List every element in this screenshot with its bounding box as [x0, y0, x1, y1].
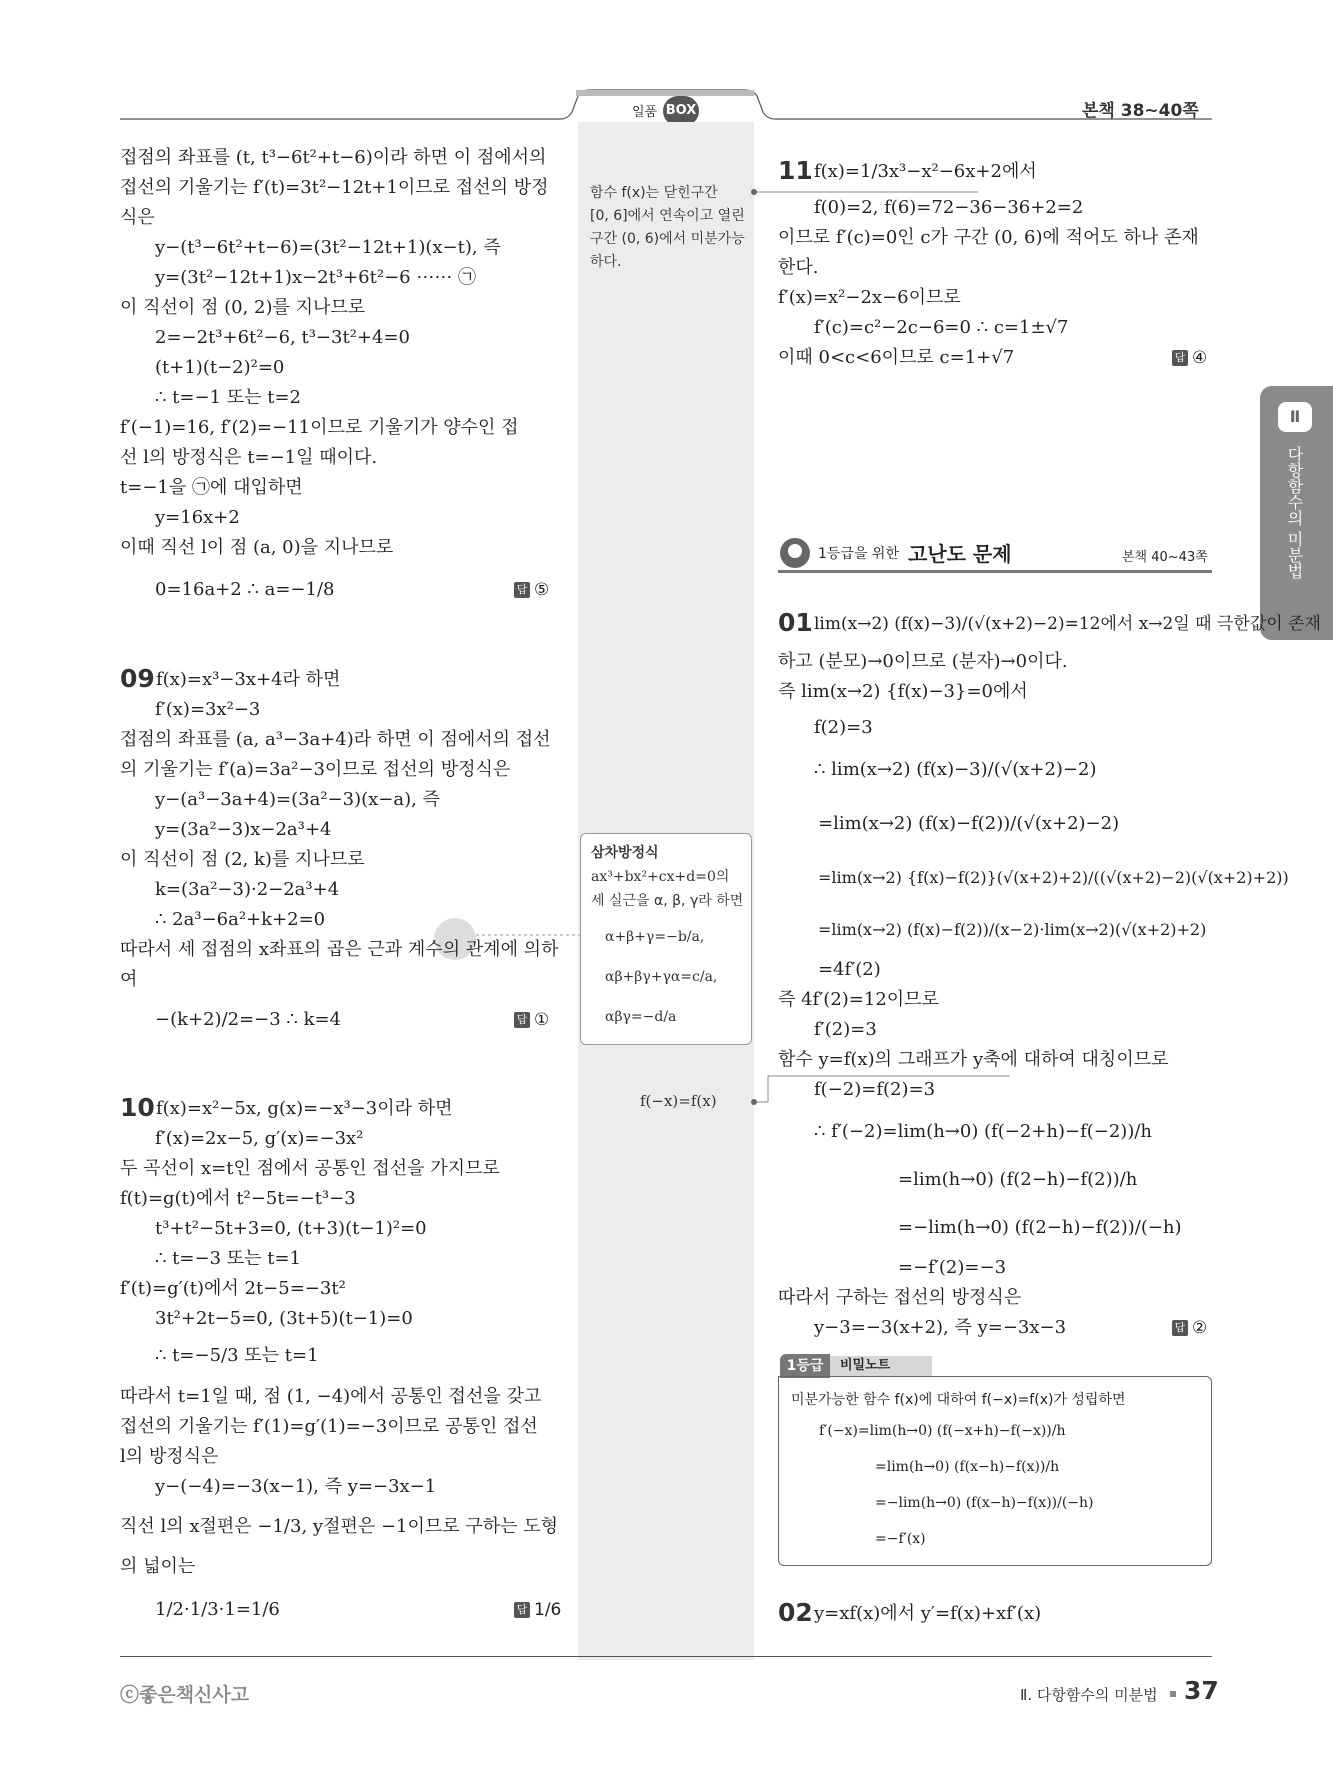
answer-icon: 답 — [514, 1602, 530, 1618]
note-line: αβγ=−d/a — [605, 1009, 677, 1025]
note-line: =lim(h→0) (f(x−h)−f(x))/h — [875, 1459, 1060, 1475]
section-prefix: 1등급을 위한 — [818, 546, 899, 562]
text-line: 직선 l의 x절편은 −1/3, y절편은 −1이므로 구하는 도형 — [120, 1516, 559, 1537]
text-line: =lim(x→2) (f(x)−f(2))/(√(x+2)−2) — [818, 813, 1120, 834]
problem-number: 11 — [778, 156, 813, 185]
text-line: f(t)=g(t)에서 t²−5t=−t³−3 — [120, 1188, 356, 1209]
text-line: 의 기울기는 f′(a)=3a²−3이므로 접선의 방정식은 — [120, 759, 511, 780]
text-line: 0=16a+2 ∴ a=−1/8 — [155, 579, 335, 600]
text-line: 여 — [120, 969, 138, 990]
note-line: [0, 6]에서 연속이고 열린 — [590, 208, 745, 224]
note-line: 미분가능한 함수 f(x)에 대하여 f(−x)=f(x)가 성립하면 — [791, 1392, 1126, 1408]
answer-icon: 답 — [514, 582, 530, 598]
note-line: αβ+βγ+γα=c/a, — [605, 969, 718, 985]
text-line: ∴ 2a³−6a²+k+2=0 — [155, 909, 326, 930]
text-line: f(2)=3 — [814, 717, 873, 738]
text-line: f′(x)=2x−5, g′(x)=−3x² — [155, 1128, 364, 1149]
text-line: f(x)=1/3x³−x²−6x+2에서 — [814, 161, 1037, 182]
text-line: (t+1)(t−2)²=0 — [155, 357, 285, 378]
secret-note-tag: 1등급 — [780, 1354, 830, 1378]
note-line: =−lim(h→0) (f(x−h)−f(x))/(−h) — [875, 1495, 1094, 1511]
text-line: =−f′(2)=−3 — [898, 1257, 1007, 1278]
problem-number: 02 — [778, 1598, 813, 1627]
answer-value: 1/6 — [534, 1600, 562, 1620]
answer-icon: 답 — [514, 1012, 530, 1028]
text-line: y−(a³−3a+4)=(3a²−3)(x−a), 즉 — [155, 789, 440, 810]
text-line: t³+t²−5t+3=0, (t+3)(t−1)²=0 — [155, 1218, 427, 1239]
text-line: y=xf(x)에서 y′=f(x)+xf′(x) — [814, 1603, 1042, 1624]
text-line: f′(t)=g′(t)에서 2t−5=−3t² — [120, 1278, 346, 1299]
text-line: f′(x)=3x²−3 — [155, 699, 261, 720]
text-line: 2=−2t³+6t²−6, t³−3t²+4=0 — [155, 327, 410, 348]
section-title: 고난도 문제 — [908, 542, 1012, 566]
note-line: 하다. — [590, 254, 622, 270]
footer-separator — [1170, 1691, 1176, 1697]
lightbulb-icon — [780, 538, 810, 568]
text-line: y−3=−3(x+2), 즉 y=−3x−3 — [814, 1317, 1067, 1338]
note-even-function: f(−x)=f(x) — [640, 1092, 717, 1110]
text-line: f(x)=x²−5x, g(x)=−x³−3이라 하면 — [156, 1098, 453, 1119]
text-line: f(−2)=f(2)=3 — [814, 1079, 936, 1100]
text-line: ∴ lim(x→2) (f(x)−3)/(√(x+2)−2) — [814, 759, 1097, 780]
text-line: ∴ t=−3 또는 t=1 — [155, 1248, 302, 1269]
text-line: =−lim(h→0) (f(2−h)−f(2))/(−h) — [898, 1217, 1182, 1238]
note-line: f′(−x)=lim(h→0) (f(−x+h)−f(−x))/h — [819, 1423, 1066, 1439]
text-line: 이 직선이 점 (0, 2)를 지나므로 — [120, 297, 366, 318]
text-line: ∴ f′(−2)=lim(h→0) (f(−2+h)−f(−2))/h — [814, 1121, 1153, 1142]
text-line: ∴ t=−1 또는 t=2 — [155, 387, 302, 408]
text-line: =lim(h→0) (f(2−h)−f(2))/h — [898, 1169, 1138, 1190]
text-line: 따라서 구하는 접선의 방정식은 — [778, 1287, 1022, 1308]
text-line: 3t²+2t−5=0, (3t+5)(t−1)=0 — [155, 1308, 413, 1329]
text-line: 이때 0<c<6이므로 c=1+√7 — [778, 347, 1015, 368]
publisher-logo: ⓒ좋은책신사고 — [120, 1684, 250, 1706]
answer-icon: 답 — [1172, 1320, 1188, 1336]
text-line: 의 넓이는 — [120, 1556, 196, 1577]
text-line: f′(−1)=16, f′(2)=−11이므로 기울기가 양수인 접 — [120, 417, 519, 438]
text-line: f′(c)=c²−2c−6=0 ∴ c=1±√7 — [814, 317, 1069, 338]
text-line: 하고 (분모)→0이므로 (분자)→0이다. — [778, 651, 1068, 672]
text-line: f′(2)=3 — [814, 1019, 877, 1040]
note-line: 함수 f(x)는 닫힌구간 — [590, 185, 718, 201]
text-line: ∴ t=−5/3 또는 t=1 — [155, 1345, 319, 1366]
secret-note-label: 비밀노트 — [830, 1356, 932, 1376]
answer-11 — [1172, 348, 1207, 368]
box-prefix: 일품 — [632, 105, 658, 120]
answer-icon: 답 — [1172, 350, 1188, 366]
note-line: ax³+bx²+cx+d=0의 — [591, 869, 730, 885]
text-line: 선 l의 방정식은 t=−1일 때이다. — [120, 447, 378, 468]
text-line: f′(x)=x²−2x−6이므로 — [778, 287, 961, 308]
note-line: 구간 (0, 6)에서 미분가능 — [590, 231, 745, 247]
text-line: 이 직선이 점 (2, k)를 지나므로 — [120, 849, 365, 870]
text-line: y−(t³−6t²+t−6)=(3t²−12t+1)(x−t), 즉 — [155, 237, 501, 258]
text-line: f(x)=x³−3x+4라 하면 — [156, 669, 341, 690]
text-line: 이때 직선 l이 점 (a, 0)을 지나므로 — [120, 537, 394, 558]
page-number: 37 — [1184, 1676, 1219, 1705]
text-line: =lim(x→2) (f(x)−f(2))/(x−2)·lim(x→2)(√(x+2)+2) — [818, 920, 1207, 939]
note-cubic-equation — [580, 833, 752, 1045]
answer-value: ① — [534, 1010, 550, 1030]
text-line: 두 곡선이 x=t인 점에서 공통인 접선을 가지므로 — [120, 1158, 500, 1179]
text-line: −(k+2)/2=−3 ∴ k=4 — [155, 1009, 342, 1030]
text-line: f(0)=2, f(6)=72−36−36+2=2 — [814, 197, 1084, 218]
problem-number: 09 — [120, 664, 155, 693]
text-line: 식은 — [120, 207, 155, 228]
footer-chapter: Ⅱ. 다항함수의 미분법 — [1020, 1686, 1158, 1704]
text-line: 즉 lim(x→2) {f(x)−3}=0에서 — [778, 681, 1028, 702]
section-rule — [778, 570, 1212, 573]
text-line: =lim(x→2) {f(x)−f(2)}(√(x+2)+2)/((√(x+2)−2)(√(x+2)+2)) — [818, 868, 1289, 887]
text-line: 접점의 좌표를 (a, a³−3a+4)라 하면 이 점에서의 접선 — [120, 729, 551, 750]
answer-value: ② — [1192, 1318, 1208, 1338]
text-line: 함수 y=f(x)의 그래프가 y축에 대하여 대칭이므로 — [778, 1049, 1169, 1070]
text-line: 1/2·1/3·1=1/6 — [155, 1599, 280, 1620]
text-line: y=16x+2 — [155, 507, 240, 528]
note-title: 삼차방정식 — [591, 845, 659, 861]
text-line: y=(3t²−12t+1)x−2t³+6t²−6 ⋯⋯ ㉠ — [155, 267, 477, 288]
text-line: 접선의 기울기는 f′(t)=3t²−12t+1이므로 접선의 방정 — [120, 177, 549, 198]
text-line: 한다. — [778, 257, 819, 278]
text-line: =4f′(2) — [818, 959, 881, 980]
section-reference: 본책 40~43쪽 — [1122, 550, 1208, 565]
answer-01 — [1172, 1318, 1207, 1338]
text-line: 즉 4f′(2)=12이므로 — [778, 989, 939, 1010]
chapter-tab-roman: Ⅱ — [1278, 402, 1312, 432]
text-line: 접선의 기울기는 f′(1)=g′(1)=−3이므로 공통인 접선 — [120, 1416, 538, 1437]
text-line: 접점의 좌표를 (t, t³−6t²+t−6)이라 하면 이 점에서의 — [120, 147, 547, 168]
page-reference: 본책 38~40쪽 — [1082, 101, 1199, 121]
answer-value: ④ — [1192, 348, 1208, 368]
text-line: y=(3a²−3)x−2a³+4 — [155, 819, 332, 840]
note-line: 세 실근을 α, β, γ라 하면 — [591, 893, 744, 909]
text-line: 따라서 세 접점의 x좌표의 곱은 근과 계수의 관계에 의하 — [120, 939, 559, 960]
answer-value: ⑤ — [534, 580, 550, 600]
text-line: 이므로 f′(c)=0인 c가 구간 (0, 6)에 적어도 하나 존재 — [778, 227, 1199, 248]
text-line: k=(3a²−3)·2−2a³+4 — [155, 879, 340, 900]
footer-rule — [120, 1656, 1212, 1657]
text-line: y−(−4)=−3(x−1), 즉 y=−3x−1 — [155, 1476, 437, 1497]
box-badge: BOX — [663, 96, 699, 126]
problem-number: 10 — [120, 1093, 155, 1122]
problem-number: 01 — [778, 608, 813, 637]
note-line: α+β+γ=−b/a, — [605, 929, 705, 945]
text-line: 따라서 t=1일 때, 점 (1, −4)에서 공통인 접선을 갖고 — [120, 1386, 542, 1407]
text-line: l의 방정식은 — [120, 1446, 219, 1467]
chapter-tab-label: 다항함수의 미분법 — [1285, 446, 1304, 580]
secret-note-box — [778, 1376, 1212, 1566]
note-line: =−f′(x) — [875, 1531, 926, 1547]
text-line: lim(x→2) (f(x)−3)/(√(x+2)−2)=12에서 x→2일 때 극한값이 존재 — [814, 614, 1321, 634]
text-line: t=−1을 ㉠에 대입하면 — [120, 477, 303, 498]
